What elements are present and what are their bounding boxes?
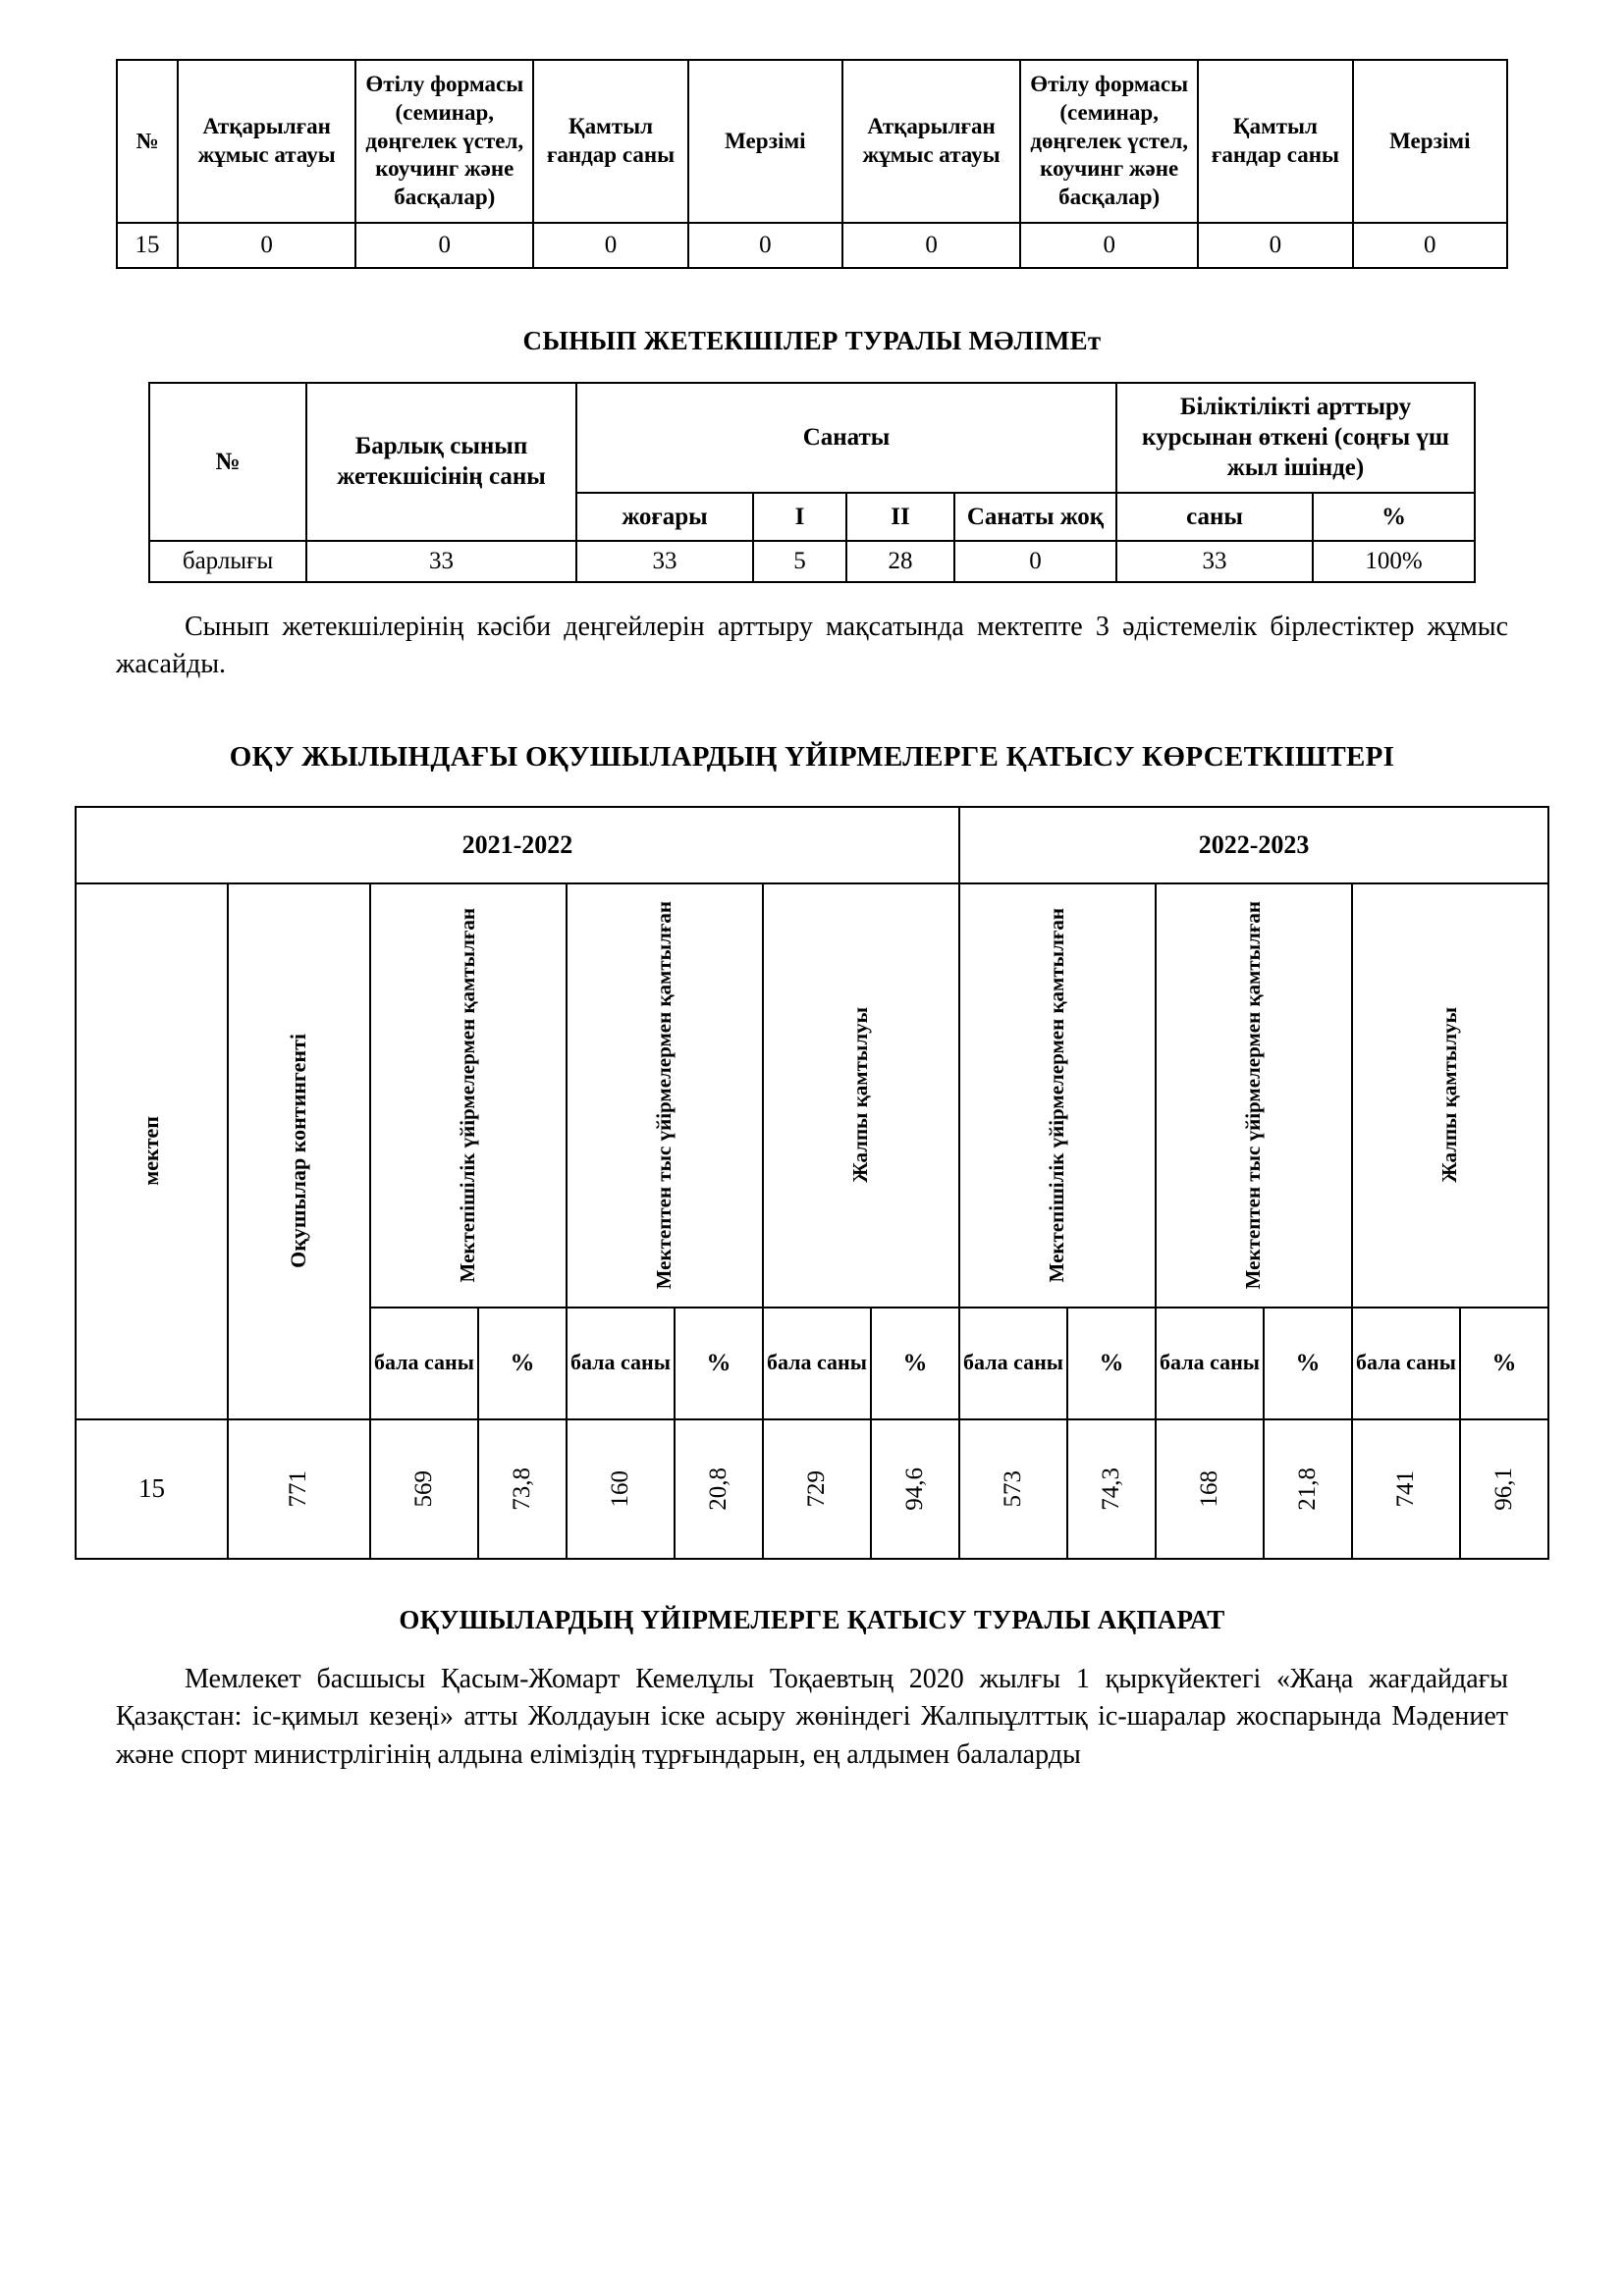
header-cell-in-school-2022 — [959, 883, 1156, 1308]
cell-value: 15 — [137, 1473, 165, 1504]
header-cell-qualification: Біліктілікті арттыру курсынан өткені (соңғы үш жыл ішінде) — [1116, 383, 1475, 493]
section-heading-class-teachers: СЫНЫП ЖЕТЕКШІЛЕР ТУРАЛЫ МӘЛІМЕт — [522, 325, 1102, 355]
cell-y2-total-count — [1352, 1419, 1460, 1559]
header-cell-form-2: Өтілу формасы (семинар, дөңгелек үстел, коучинг және басқалар) — [1020, 60, 1198, 223]
cell-value: 94,6 — [900, 1467, 928, 1511]
cell-value: 21,8 — [1294, 1467, 1321, 1511]
cell: барлығы — [149, 541, 306, 582]
header-label-total: Жалпы қамтылуы — [848, 1007, 873, 1184]
header-label-in-school: Мектепішілік үйірмелермен қамтылған — [1045, 907, 1069, 1283]
cell-y1-in-count — [370, 1419, 478, 1559]
cell: 0 — [178, 223, 355, 268]
cell-value: 771 — [285, 1469, 312, 1508]
cell-y1-in-percent — [478, 1419, 567, 1559]
cell-y1-total-percent — [871, 1419, 959, 1559]
header-cell-out-school-2021 — [567, 883, 763, 1308]
cell: 33 — [576, 541, 753, 582]
cell-value: 74,3 — [1098, 1467, 1124, 1511]
header-label-total: Жалпы қамтылуы — [1437, 1007, 1462, 1184]
subheader-percent: % — [1264, 1308, 1352, 1419]
class-teachers-table — [148, 382, 1476, 583]
cell: 0 — [1353, 223, 1507, 268]
subheader-children-count: бала саны — [959, 1308, 1067, 1419]
cell-value: 573 — [1000, 1469, 1026, 1508]
header-cell-work-name-1: Атқарылған жұмыс атауы — [178, 60, 355, 223]
table-row — [117, 223, 1507, 268]
header-label-out-school: Мектептен тыс үйірмелермен қамтылған — [1241, 901, 1266, 1290]
circles-participation-table — [75, 806, 1549, 1560]
section-heading-circles-info: ОҚУШЫЛАРДЫҢ ҮЙІРМЕЛЕРГЕ ҚАТЫСУ ТУРАЛЫ АҚПАРАТ — [399, 1604, 1225, 1634]
header-cell-count-2: Қамтыл ғандар саны — [1198, 60, 1352, 223]
cell-y1-total-count — [763, 1419, 871, 1559]
cell-value: 160 — [606, 1469, 633, 1508]
cell-value: 96,1 — [1490, 1467, 1518, 1511]
section-heading-circles: ОҚУ ЖЫЛЫНДАҒЫ ОҚУШЫЛАРДЫҢ ҮЙІРМЕЛЕРГЕ ҚАТЫСУ КӨРСЕТКІШТЕРІ — [229, 741, 1395, 773]
header-label-out-school: Мектептен тыс үйірмелермен қамтылған — [652, 901, 677, 1290]
subheader-percent: % — [871, 1308, 959, 1419]
header-cell-no-cat: Санаты жоқ — [954, 493, 1116, 541]
cell-value: 741 — [1392, 1469, 1419, 1508]
paragraph-methodical-associations: Сынып жетекшілерінің кәсіби деңгейлерін арттыру мақсатында мектепте 3 әдістемелік бірлестіктер жұмыс жасайды. — [116, 611, 1508, 680]
cell: 0 — [1198, 223, 1352, 268]
cell: 0 — [688, 223, 842, 268]
header-label-in-school: Мектепішілік үйірмелермен қамтылған — [456, 907, 480, 1283]
header-cell-num: № — [117, 60, 178, 223]
header-cell-cat-1: I — [753, 493, 846, 541]
cell-value: 168 — [1196, 1469, 1222, 1508]
header-label-school: мектеп — [138, 1116, 164, 1187]
header-cell-year-2022-2023: 2022-2023 — [959, 807, 1548, 883]
cell: 100% — [1313, 541, 1475, 582]
cell: 0 — [355, 223, 533, 268]
subheader-children-count: бала саны — [1156, 1308, 1264, 1419]
cell-y2-total-percent — [1460, 1419, 1548, 1559]
subheader-children-count: бала саны — [567, 1308, 675, 1419]
subheader-percent: % — [1067, 1308, 1156, 1419]
subheader-percent: % — [1460, 1308, 1548, 1419]
subheader-children-count: бала саны — [1352, 1308, 1460, 1419]
cell: 0 — [842, 223, 1020, 268]
header-cell-total-2021 — [763, 883, 959, 1308]
cell: 15 — [117, 223, 178, 268]
header-cell-total-teachers: Барлық сынып жетекшісінің саны — [306, 383, 576, 541]
cell-value: 569 — [409, 1469, 437, 1508]
subheader-percent: % — [675, 1308, 763, 1419]
header-cell-work-name-2: Атқарылған жұмыс атауы — [842, 60, 1020, 223]
header-cell-higher: жоғары — [576, 493, 753, 541]
cell-y2-out-count — [1156, 1419, 1264, 1559]
header-cell-in-school-2021 — [370, 883, 567, 1308]
header-cell-cat-2: II — [846, 493, 954, 541]
cell: 33 — [306, 541, 576, 582]
header-cell-contingent — [228, 883, 370, 1419]
cell-y1-out-count — [567, 1419, 675, 1559]
cell: 28 — [846, 541, 954, 582]
cell-value: 20,8 — [704, 1467, 731, 1511]
table-year-row — [76, 807, 1548, 883]
cell: 0 — [954, 541, 1116, 582]
header-cell-total-2022 — [1352, 883, 1548, 1308]
header-cell-qual-count: саны — [1116, 493, 1313, 541]
subheader-children-count: бала саны — [763, 1308, 871, 1419]
table-header-row — [117, 60, 1507, 223]
header-cell-term-1: Мерзімі — [688, 60, 842, 223]
cell: 5 — [753, 541, 846, 582]
subheader-children-count: бала саны — [370, 1308, 478, 1419]
header-cell-school — [76, 883, 228, 1419]
cell-y1-out-percent — [675, 1419, 763, 1559]
header-cell-out-school-2022 — [1156, 883, 1352, 1308]
cell-value: 73,8 — [508, 1467, 535, 1511]
table-header-row-vertical — [76, 883, 1548, 1308]
header-cell-term-2: Мерзімі — [1353, 60, 1507, 223]
subheader-percent: % — [478, 1308, 567, 1419]
table-header-row — [149, 383, 1475, 493]
cell-value: 729 — [802, 1469, 830, 1508]
table-row — [76, 1419, 1548, 1559]
header-cell-count-1: Қамтыл ғандар саны — [533, 60, 687, 223]
header-label-contingent: Оқушылар контингенті — [286, 1034, 311, 1269]
cell-y2-in-percent — [1067, 1419, 1156, 1559]
header-cell-num: № — [149, 383, 306, 541]
cell: 0 — [533, 223, 687, 268]
cell: 33 — [1116, 541, 1313, 582]
header-cell-form-1: Өтілу формасы (семинар, дөңгелек үстел, коучинг және басқалар) — [355, 60, 533, 223]
cell: 0 — [1020, 223, 1198, 268]
header-cell-category: Санаты — [576, 383, 1116, 493]
cell-y2-in-count — [959, 1419, 1067, 1559]
work-performed-table — [116, 59, 1508, 269]
header-cell-year-2021-2022: 2021-2022 — [76, 807, 959, 883]
paragraph-president-address: Мемлекет басшысы Қасым-Жомарт Кемелұлы Тоқаевтың 2020 жылғы 1 қыркүйектегі «Жаңа жағдайдағы Қазақстан: іс-қимыл кезеңі» атты Жолдауын іске асыру жөніндегі Жалпыұлттық іс-шаралар жоспарында Мәдениет және спорт министрлігінің алдына еліміздің тұрғындарын, ең алдымен балаларды — [116, 1663, 1508, 1770]
header-cell-qual-percent: % — [1313, 493, 1475, 541]
cell-y2-out-percent — [1264, 1419, 1352, 1559]
cell-contingent — [228, 1419, 370, 1559]
table-row — [149, 541, 1475, 582]
cell-school — [76, 1419, 228, 1559]
